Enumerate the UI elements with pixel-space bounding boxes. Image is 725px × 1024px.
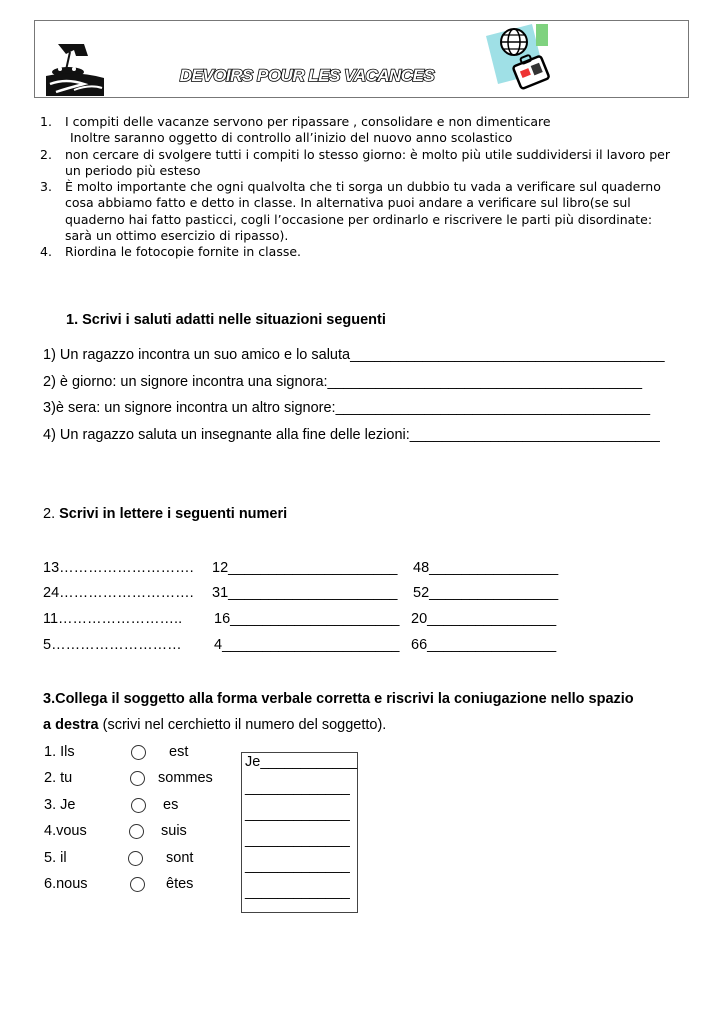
number-item[interactable]: 24………………………. — [43, 585, 194, 601]
subject-label: 3. Je — [44, 797, 76, 813]
intro-item-number: 1. — [40, 114, 52, 129]
page-title: DEVOIRS POUR LES VACANCES — [179, 66, 435, 85]
intro-item-number: 2. — [40, 146, 52, 162]
subject-label: 1. Ils — [44, 744, 75, 760]
car-on-road-icon — [44, 42, 106, 96]
answer-circle[interactable] — [128, 851, 143, 866]
intro-item-text: Riordina le fotocopie fornite in classe. — [65, 244, 302, 260]
exercise-1-item[interactable]: 1) Un ragazzo incontra un suo amico e lo saluta_______________________________________ — [43, 347, 665, 363]
title-banner — [179, 63, 435, 87]
number-item[interactable]: 66________________ — [411, 637, 557, 653]
exercise-2-title — [43, 506, 287, 522]
intro-item — [40, 147, 680, 180]
exercise-1-item[interactable]: 3)è sera: un signore incontra un altro signore:_______________________________________ — [43, 400, 651, 416]
intro-item-text: È molto importante che ogni qualvolta che ti sorga un dubbio tu vada a verificare sul quaderno cosa abbiamo fatto e detto in classe. In alternativa puoi andare a verificare sul libro(se sul quaderno hai fatto pasticci, cogli l’occasione per ordinarlo e riscrivere le parti più disordinate: sarà un ottimo esercizio di ripasso). — [65, 179, 661, 244]
exercise-3-title: 3.Collega il soggetto alla forma verbale corretta e riscrivi la coniugazione nello spazio — [43, 691, 634, 707]
exercise-2-heading: Scrivi in lettere i seguenti numeri — [59, 506, 288, 522]
number-item[interactable]: 31_____________________ — [212, 585, 398, 601]
exercise-3-subtitle — [43, 717, 386, 733]
verb-label: sommes — [158, 770, 213, 786]
subject-label: 2. tu — [44, 770, 73, 786]
number-item[interactable]: 48________________ — [413, 560, 559, 576]
number-item[interactable]: 11…………………….. — [43, 611, 183, 627]
exercise-3-subtitle-bold: a destra — [43, 717, 99, 733]
verb-label: suis — [161, 823, 187, 839]
answer-circle[interactable] — [129, 824, 144, 839]
subject-label: 4.vous — [44, 823, 87, 839]
intro-item-text: non cercare di svolgere tutti i compiti lo stesso giorno: è molto più utile suddividersi il lavoro per un periodo più esteso — [65, 146, 670, 178]
intro-item-number: 4. — [40, 244, 52, 260]
number-item[interactable]: 12_____________________ — [212, 560, 398, 576]
number-item[interactable]: 13………………………. — [43, 560, 194, 576]
number-item[interactable]: 52________________ — [413, 585, 559, 601]
answer-circle[interactable] — [131, 745, 146, 760]
verb-label: êtes — [166, 876, 194, 892]
number-item[interactable]: 4______________________ — [214, 637, 400, 653]
answer-circle[interactable] — [130, 877, 145, 892]
intro-item — [40, 244, 680, 260]
answer-line[interactable]: _____________ — [245, 806, 350, 822]
exercise-1-title: 1. Scrivi i saluti adatti nelle situazioni seguenti — [66, 312, 386, 328]
verb-label: sont — [166, 850, 194, 866]
intro-item — [40, 179, 680, 244]
verb-label: es — [163, 797, 179, 813]
answer-circle[interactable] — [130, 771, 145, 786]
answer-line[interactable]: _____________ — [245, 858, 350, 874]
exercise-1-item[interactable]: 2) è giorno: un signore incontra una signora:_______________________________________ — [43, 374, 643, 390]
exercise-3-subtitle-rest: (scrivi nel cerchietto il numero del soggetto). — [98, 717, 387, 733]
verb-label: est — [169, 744, 189, 760]
answer-line[interactable]: _____________ — [245, 780, 350, 796]
subject-label: 6.nous — [44, 876, 88, 892]
answer-line[interactable]: Je____________ — [245, 754, 358, 770]
answer-line[interactable]: _____________ — [245, 884, 350, 900]
number-item[interactable]: 16_____________________ — [214, 611, 400, 627]
intro-list — [40, 114, 680, 261]
answer-circle[interactable] — [131, 798, 146, 813]
intro-item-number: 3. — [40, 179, 52, 195]
intro-item — [40, 114, 680, 130]
globe-suitcase-icon — [484, 22, 554, 92]
intro-item-text: I compiti delle vacanze servono per ripassare , consolidare e non dimenticare — [65, 114, 551, 129]
exercise-2-number: 2. — [43, 506, 56, 522]
intro-item-continuation: Inoltre saranno oggetto di controllo all’inizio del nuovo anno scolastico — [70, 130, 513, 146]
exercise-1-item[interactable]: 4) Un ragazzo saluta un insegnante alla fine delle lezioni:_______________________________ — [43, 427, 660, 443]
subject-label: 5. il — [44, 850, 67, 866]
number-item[interactable]: 20________________ — [411, 611, 557, 627]
number-item[interactable]: 5……………………… — [43, 637, 182, 653]
answer-line[interactable]: _____________ — [245, 832, 350, 848]
